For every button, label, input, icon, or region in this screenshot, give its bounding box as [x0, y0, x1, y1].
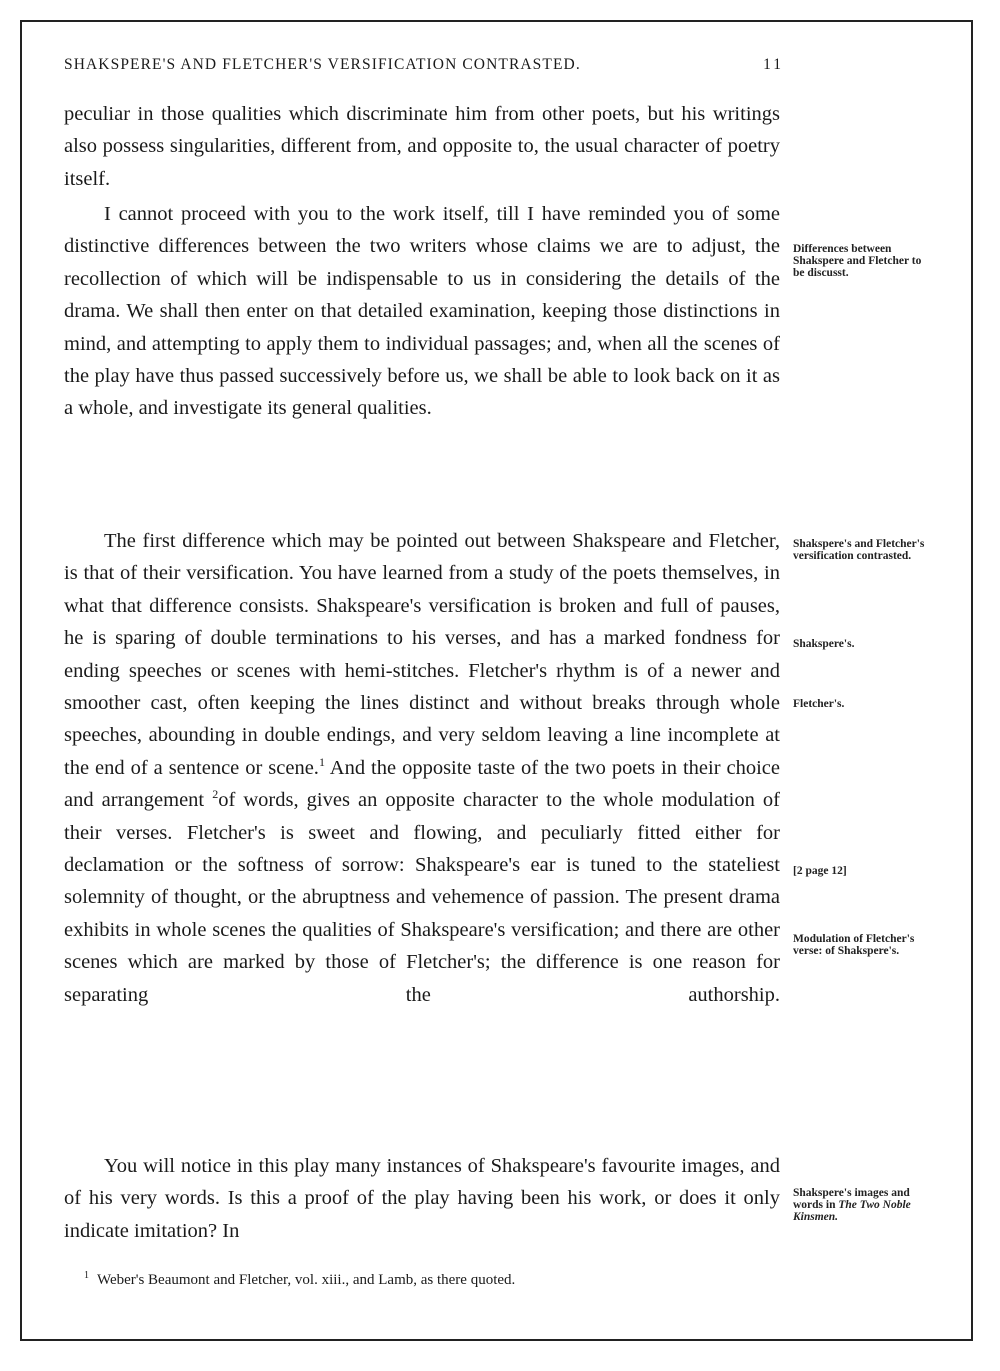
page-number: 11 — [763, 56, 784, 73]
paragraph-3-part-c: of words, gives an opposite character to the whole modulation of their verses. Fletcher's is sweet and flowing, and peculiarly fitted either for declamation or the softness of sorrow: Shakspeare's ear is tuned to the stateliest solemnity of thought, or the abruptness and vehemence of passion. The present drama exhibits in whole scenes the qualities of Shakspeare's versification; and there are other scenes which are marked by those of Fletcher's; the difference is one reason for separating the authorship. — [64, 789, 780, 1006]
margin-note-fletcher: Fletcher's. — [793, 698, 845, 710]
footnote — [84, 1266, 515, 1290]
paragraph-1: peculiar in those qualities which discriminate him from other poets, but his writings also possess singularities, different from, and opposite to, the usual character of poetry itself. — [64, 103, 780, 190]
running-title: SHAKSPERE'S AND FLETCHER'S VERSIFICATION CONTRASTED. — [64, 56, 581, 73]
margin-note-modulation: Modulation of Fletcher's verse: of Shakspere's. — [793, 933, 915, 957]
margin-note-page-ref: [2 page 12] — [793, 865, 847, 877]
margin-note-shakspere: Shakspere's. — [793, 638, 855, 650]
margin-note-images-words-text: Shakspere's images and words in — [793, 1187, 910, 1211]
paragraph-3 — [64, 525, 780, 1011]
margin-note-images-words — [793, 1187, 933, 1223]
footnote-reference: 1 — [318, 755, 325, 770]
margin-note-differences: Differences between Shakspere and Fletcher to be discusst. — [793, 243, 922, 279]
paragraph-2: I cannot proceed with you to the work itself, till I have reminded you of some distinctive differences between the two writers whose claims we are to adjust, the recollection of which will be indispensable to us in considering the details of the drama. We shall then enter on that detailed examination, keeping those distinctions in mind, and attempting to apply them to individual passages; and, when all the scenes of the play have thus passed successively before us, we shall be able to look back on it as a whole, and investigate its general qualities. — [64, 203, 780, 420]
margin-note-versification: Shakspere's and Fletcher's versification contrasted. — [793, 538, 925, 562]
margin-note-play-title: The Two Noble Kinsmen. — [793, 1199, 911, 1223]
page-break-marker: 2 — [212, 787, 219, 802]
running-head — [64, 56, 784, 74]
footnote-text: Weber's Beaumont and Fletcher, vol. xiii., and Lamb, as there quoted. — [97, 1272, 516, 1288]
paragraph-3-part-b: And the opposite taste of the two poets in their choice and arrangement — [64, 756, 780, 812]
footnote-mark: 1 — [84, 1270, 89, 1281]
paragraph-4: You will notice in this play many instances of Shakspeare's favourite images, and of his very words. Is this a proof of the play having been his work, or does it only indicate imitation? In — [64, 1155, 780, 1242]
paragraph-3-part-a: The first difference which may be pointed out between Shakspeare and Fletcher, is that of their versification. You have learned from a study of the poets themselves, in what that difference consists. Shakspeare's versification is broken and full of pauses, he is sparing of double terminations to his verses, and has a marked fondness for ending speeches or scenes with hemi-stitches. Fletcher's rhythm is of a newer and smoother cast, often keeping the lines distinct and without breaks through whole speeches, abounding in double endings, and very seldom leaving a line incomplete at the end of a sentence or scene. — [64, 530, 780, 779]
